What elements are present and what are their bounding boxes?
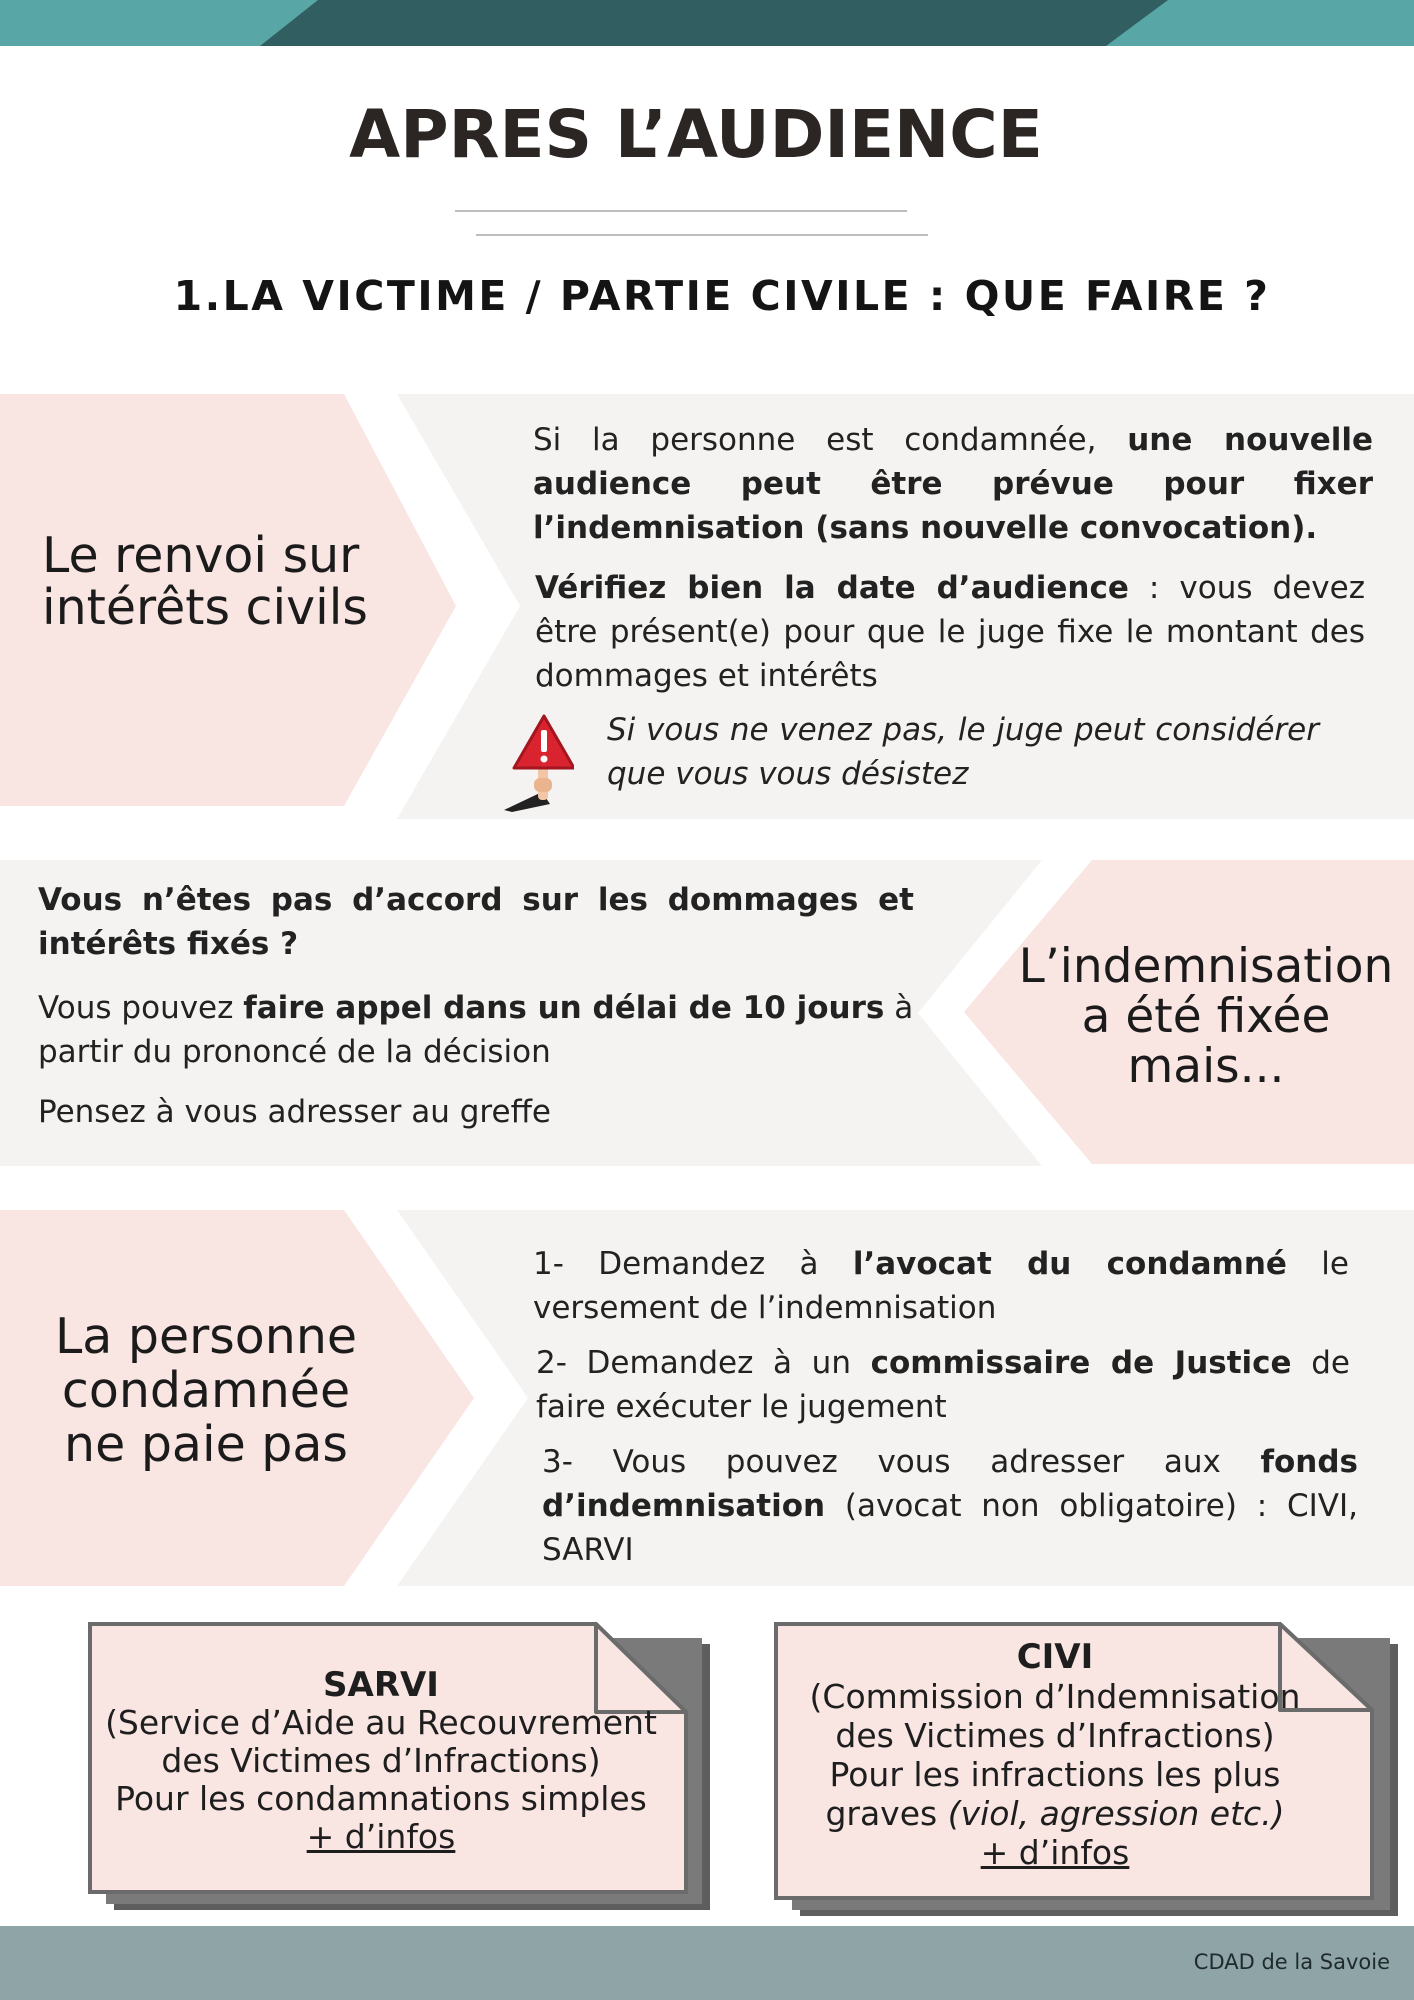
footer xyxy=(0,1926,1414,2000)
section3-item-1: 1- Demandez à l’avocat du condamné le versement de l’indemnisation xyxy=(533,1246,1349,1326)
section-subtitle: 1.LA VICTIME / PARTIE CIVILE : QUE FAIRE ? xyxy=(173,272,1271,320)
page-title: APRES L’AUDIENCE xyxy=(349,96,1043,173)
section2-label: L’indemnisation a été fixée mais... xyxy=(1018,939,1394,1094)
section3-item-3: 3- Vous pouvez vous adresser aux fonds d’indemnisation (avocat non obligatoire) : CIVI, SARVI xyxy=(542,1444,1358,1568)
top-banner xyxy=(0,0,1414,46)
section1-alert: Si vous ne venez pas, le juge peut considérer que vous vous désistez xyxy=(607,712,1319,792)
civi-title: CIVI xyxy=(1016,1637,1094,1677)
section1-label: Le renvoi sur intérêts civils xyxy=(42,527,368,636)
section3-label: La personne condamnée ne paie pas xyxy=(54,1308,358,1473)
section3-item-2: 2- Demandez à un commissaire de Justice de faire exécuter le jugement xyxy=(536,1345,1350,1425)
warning-sign-icon xyxy=(498,712,574,812)
section1-paragraph-1: Si la personne est condamnée, une nouvelle audience peut être prévue pour fixer l’indemnisation (sans nouvelle convocation). xyxy=(533,422,1374,546)
section1-paragraph-2: Vérifiez bien la date d’audience : vous devez être présent(e) pour que le juge fixe le montant des dommages et intérêts xyxy=(535,570,1365,694)
civi-card: CIVI (Commission d’Indemnisation des Victimes d’Infractions) Pour les infractions les plus graves (viol, agression etc.) + d’infos xyxy=(772,1638,1338,1872)
civi-more-info-link[interactable]: + d’infos xyxy=(980,1833,1130,1872)
section2-question: Vous n’êtes pas d’accord sur les dommages et intérêts fixés ? xyxy=(38,882,914,962)
title-divider-top xyxy=(455,210,907,212)
sarvi-card: SARVI (Service d’Aide au Recouvrement des Victimes d’Infractions) Pour les condamnations simples + d’infos xyxy=(86,1666,676,1856)
sarvi-title: SARVI xyxy=(323,1665,439,1705)
section2-paragraph-2: Pensez à vous adresser au greffe xyxy=(38,1094,551,1130)
sarvi-more-info-link[interactable]: + d’infos xyxy=(306,1817,456,1856)
footer-credit: CDAD de la Savoie xyxy=(1193,1950,1390,1974)
section2-paragraph-1: Vous pouvez faire appel dans un délai de 10 jours à partir du prononcé de la décision xyxy=(38,990,914,1070)
title-divider-bottom xyxy=(476,234,928,236)
